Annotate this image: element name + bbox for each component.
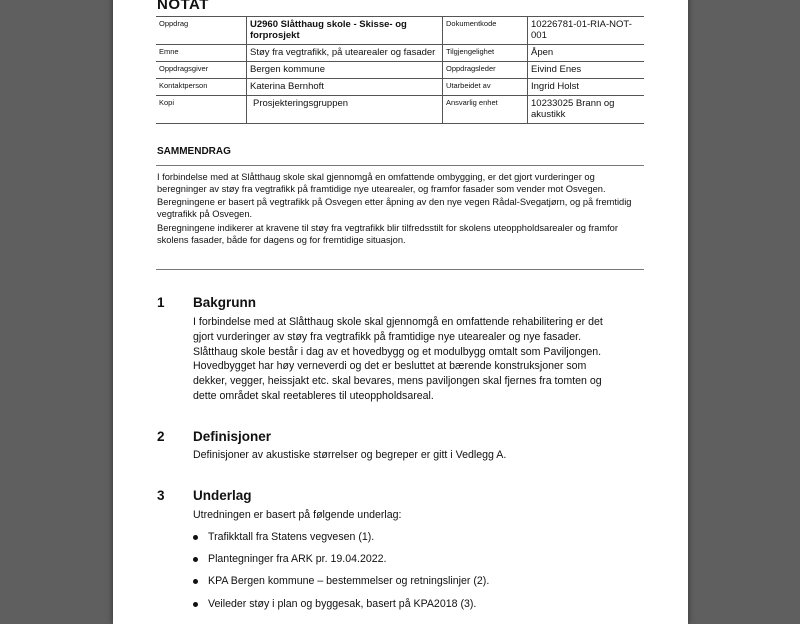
section-number: 2 xyxy=(157,429,165,444)
meta-value: Åpen xyxy=(528,45,645,62)
meta-value: U2960 Slåtthaug skole - Skisse- og forprosjekt xyxy=(247,17,443,45)
meta-value: Eivind Enes xyxy=(528,62,645,79)
section-title: Underlag xyxy=(193,488,252,503)
meta-value: Prosjekteringsgruppen xyxy=(247,96,443,124)
meta-value: Bergen kommune xyxy=(247,62,443,79)
basis-list xyxy=(193,530,623,612)
meta-label: Utarbeidet av xyxy=(443,79,528,96)
bullet-icon xyxy=(193,557,198,562)
section-body xyxy=(193,508,623,619)
section-title: Bakgrunn xyxy=(193,295,257,310)
section-body: I forbindelse med at Slåtthaug skole skal gjennomgå en omfattende rehabilitering er det gjort vurderinger av støy fra vegtrafikk på framtidige nye utearealer og nye fasader. Slåtthaug skole består i dag av et hovedbygg og et modulbygg omtalt som Paviljongen. Hovedbygget har høy verneverdi og det er besluttet at bærende konstruksjoner som dekker, vegger, heissjakt etc. skal bevares, mens paviljongen skal fjernes fra tomten og dette området skal reetableres til uteoppholdsareal. xyxy=(193,316,603,402)
summary-paragraph: I forbindelse med at Slåtthaug skole skal gjennomgå en omfattende ombygging, er det gjort vurderinger og beregninger av støy fra vegtrafikk på framtidige nye utearealer, og framfor fasader som vender mot Osvegen. Beregningene er basert på vegtrafikk på Osvegen etter åpning av den nye vegen Rådal-Svegatjørn, og på fremtidig vegtrafikk på Osvegen. xyxy=(157,172,632,219)
meta-value: Ingrid Holst xyxy=(528,79,645,96)
meta-row-copy xyxy=(156,96,644,124)
list-item-text: KPA Bergen kommune – bestemmelser og retningslinjer (2). xyxy=(208,575,490,588)
section-number: 1 xyxy=(157,295,165,310)
meta-label: Dokumentkode xyxy=(443,17,528,45)
metadata-table xyxy=(156,16,644,124)
list-item xyxy=(193,530,623,545)
list-item-text: Veileder støy i plan og byggesak, basert på KPA2018 (3). xyxy=(208,597,477,610)
meta-row-contact xyxy=(156,79,644,96)
list-item-text: Plantegninger fra ARK pr. 19.04.2022. xyxy=(208,553,387,566)
meta-label: Kopi xyxy=(156,96,247,124)
meta-label: Tilgjengelighet xyxy=(443,45,528,62)
summary-text xyxy=(157,171,637,249)
bullet-icon xyxy=(193,579,198,584)
meta-value: Støy fra vegtrafikk, på utearealer og fasader xyxy=(247,45,443,62)
section-title: Definisjoner xyxy=(193,429,272,444)
section-intro: Utredningen er basert på følgende underlag: xyxy=(193,509,402,521)
meta-label: Emne xyxy=(156,45,247,62)
list-item-text: Trafikktall fra Statens vegvesen (1). xyxy=(208,530,375,543)
meta-row-client xyxy=(156,62,644,79)
meta-value: 10226781-01-RIA-NOT-001 xyxy=(528,17,645,45)
document-title: NOTAT xyxy=(157,0,209,13)
meta-label: Oppdrag xyxy=(156,17,247,45)
summary-bottom-divider xyxy=(156,269,644,270)
list-item xyxy=(193,552,623,567)
summary-paragraph: Beregningene indikerer at kravene til støy fra vegtrafikk blir tilfredsstilt for skolens uteoppholdsarealer og framfor skolens fasader, både for dagens og for fremtidige situasjon. xyxy=(157,223,618,246)
meta-value: 10233025 Brann og akustikk xyxy=(528,96,645,124)
meta-value: Katerina Bernhoft xyxy=(247,79,443,96)
meta-label: Oppdragsgiver xyxy=(156,62,247,79)
meta-label: Kontaktperson xyxy=(156,79,247,96)
bullet-icon xyxy=(193,535,198,540)
list-item xyxy=(193,597,623,612)
summary-heading: SAMMENDRAG xyxy=(157,146,231,157)
section-number: 3 xyxy=(157,488,165,503)
meta-row-subject xyxy=(156,45,644,62)
section-body: Definisjoner av akustiske størrelser og begreper er gitt i Vedlegg A. xyxy=(193,449,507,461)
list-item xyxy=(193,574,623,589)
meta-label: Oppdragsleder xyxy=(443,62,528,79)
meta-label: Ansvarlig enhet xyxy=(443,96,528,124)
bullet-icon xyxy=(193,602,198,607)
document-page xyxy=(113,0,688,624)
summary-top-divider xyxy=(156,165,644,166)
meta-row-assignment xyxy=(156,17,644,45)
